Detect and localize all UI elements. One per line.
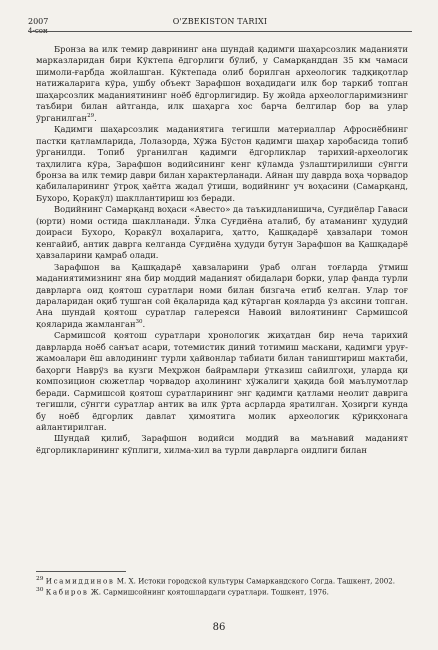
footnote-author: Кабиров <box>45 587 89 597</box>
footnote-divider <box>36 571 126 572</box>
footnote-ref: 30 <box>135 319 143 326</box>
paragraph-text: Водийнинг Самарқанд воҳаси «Авесто» да таъкидланишича, Суғдиёлар Гаваси (юрти) номи остида шаклланади. Ўлка Суғдиёна аталиб, бу атаманинг ҳудудий доираси Бухоро, Қоракўл воҳаларига, ҳатто, Қашқадарё ҳавзалари томон кенгайиб, антик даврга келганда Суғдиёна ҳудуди бутун Зарафшон ва Қашқадарё ҳавзаларини қамраб олади. <box>36 204 408 261</box>
paragraph-3 <box>36 204 408 261</box>
paragraph-1: Бронза ва илк темир даврининг ана шундай қадимги шаҳарсозлик маданияти марказларидан бири Кўктепа ёдгорлиги бўлиб, у Самарқанддан 35 км чамаси шимоли-ғарбда жойлашган. Кўктепада олиб борилган археологик тадқиқотлар натижаларига кўра, ушбу объект Зарафшон воҳадидаги илк бор таркиб топган шаҳарсозлик маданиятининг ноёб ёдгорлигидир. Бу жойда археологларимизнинг таъбири билан айтганда, илк шаҳарга хос барча белгилар бор ва улар ўрганилган$^{29}$. <box>36 44 408 123</box>
footnote-text: М. Х. Истоки городской культуры Самаркандского Согда. Ташкент, 2002. <box>116 576 395 586</box>
footnote <box>36 586 408 597</box>
footnotes <box>36 575 408 597</box>
footnote-text: Ж. Сармишсойнинг қоятошлардаги суратлари. Тошкент, 1976. <box>90 587 329 597</box>
header-year: 2007 <box>28 17 49 26</box>
footnote-ref: 29 <box>87 112 95 119</box>
paragraph-text: Сармишсой қоятош суратлари хронологик жиҳатдан бир неча тарихий даврларда ноёб санъат асари, тотемистик диний тотимиш маскани, қадимги уруғ-жамоалари ёш авлодининг турли ҳайвонлар табиати билан таништириш мактаби, баҳорги Наврўз ва кузги Меҳржон байрамлари ўтказиш сайилгоҳи, уларда қи композицион сюжетлар чорвадор аҳолининг хўжалиги ҳақида бой маълумотлар беради. Сармишсой қоятош суратларининг энг қадимги қатлами неолит даврига тегишли, сўнгги суратлар антик ва илк ўрта асрларда яратилган. Ҳозирги кунда бу ноёб ёдгорлик давлат ҳимоятига молик археологик қўриқхонага айлантирилган. <box>36 330 408 432</box>
main-text <box>36 44 408 456</box>
paragraph-text: Шундай қилиб, Зарафшон водийси моддий ва маънавий маданият ёдгорликларининг кўплиги, хилма-хил ва турли даврларга оидлиги билан <box>36 433 408 455</box>
paragraph-text: Зарафшон ва Қашқадарё ҳавзаларини ўраб олган тоғларда ўтмиш маданиятимизнинг яна бир моддий маданият обидалари борки, улар фанда турли даврларга оид қоятош суратлари номи билан бизгача етиб келган. Улар тоғ дараларидан оқиб тушган сой ёқаларида қад кўтарган қояларда ўз аксини топган. Ана шундай қоятош суратлар галереяси Навоий вилоятининг Сармишсой қояларида жамланган <box>36 261 408 329</box>
header-journal-title: O'ZBEKISTON TARIXI <box>172 17 268 26</box>
paragraph-text: Қадимги шаҳарсозлик маданиятига тегишли материаллар Афросиёбнинг пастки қатламларида, Лолазорда, Хўжа Бўстон қадимги шаҳар харобасида топиб ўрганилди. Топиб ўрганилган қадимги ёдгорликлар тарихий-археологик таҳлилига кўра, Зарафшон водийсининг кенг кўламда ўзлаштирилиши сўнгги бронза ва илк темир даври билан характерланади. Айнан шу даврда воҳа чорвадор қабилаларининг ўтроқ ҳаётга жадал ўтиши, водийнинг уч воҳасини (Самарқанд, Бухоро, Қоракўл) шакллантириш юз беради. <box>36 124 408 203</box>
paragraph-5 <box>36 330 408 433</box>
paragraph-2 <box>36 124 408 204</box>
paragraph-4: Зарафшон ва Қашқадарё ҳавзаларини ўраб олган тоғларда ўтмиш маданиятимизнинг яна бир моддий маданият обидалари борки, улар фанда турли даврларга оид қоятош суратлари номи билан бизгача етиб келган. Улар тоғ дараларидан оқиб тушган сой ёқаларида қад кўтарган қояларда ўз аксини топган. Ана шундай қоятош суратлар галереяси Навоий вилоятининг Сармишсой қояларида жамланган$^{30}$. <box>36 261 408 329</box>
footnote-number: 30 <box>36 586 44 593</box>
paragraph-6 <box>36 433 408 456</box>
footnote <box>36 575 408 586</box>
header-issue: 4-сон <box>28 27 48 35</box>
footnote-author: Исамиддинов <box>45 576 115 586</box>
header-divider <box>28 31 412 32</box>
paragraph-text: Бронза ва илк темир даврининг ана шундай қадимги шаҳарсозлик маданияти марказларидан бири Кўктепа ёдгорлиги бўлиб, у Самарқанддан 35 км чамаси шимоли-ғарбда жойлашган. Кўктепада олиб борилган археологик тадқиқотлар натижаларига кўра, ушбу объект Зарафшон воҳадидаги илк бор таркиб топган шаҳарсозлик маданиятининг ноёб ёдгорлигидир. Бу жойда археологларимизнинг таъбири билан айтганда, илк шаҳарга хос барча белгилар бор ва улар ўрганилган <box>36 44 408 123</box>
page-number: 86 <box>212 622 226 633</box>
footnote-number: 29 <box>36 576 44 582</box>
